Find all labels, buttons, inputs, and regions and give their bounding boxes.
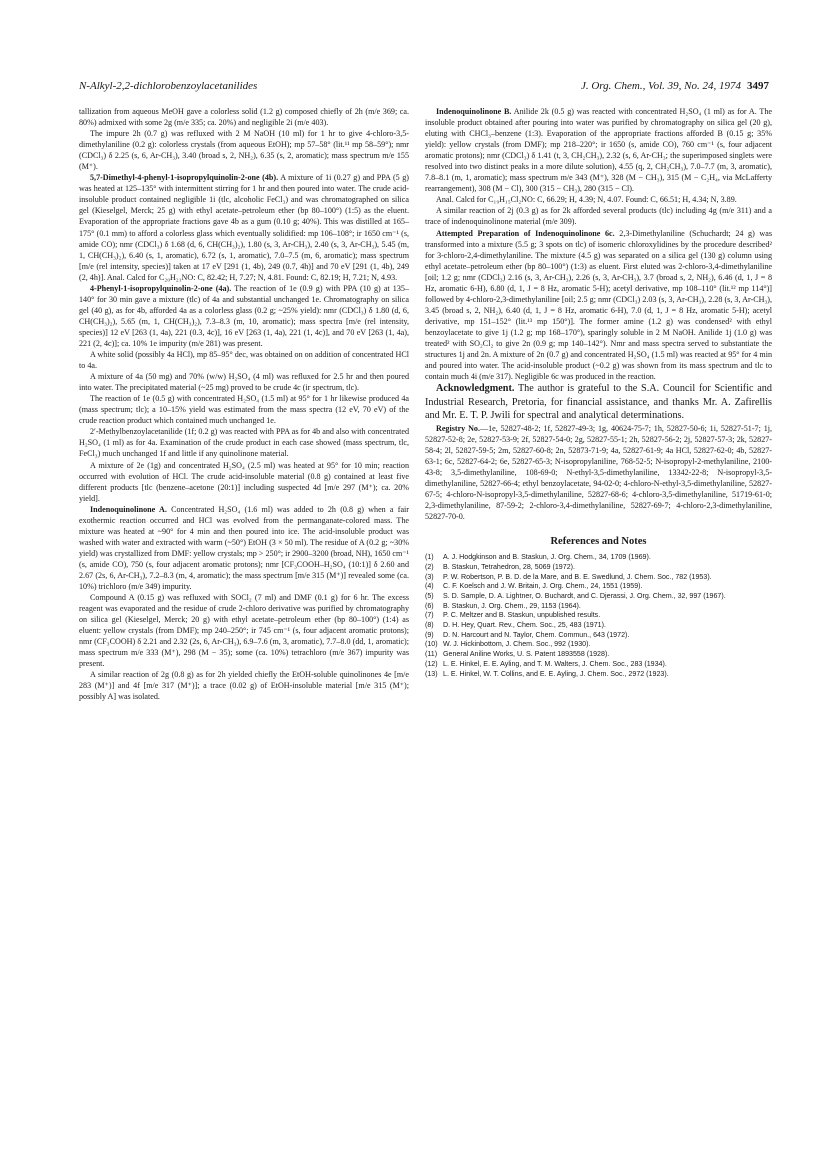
- reference-text: C. F. Koelsch and J. W. Britain, J. Org. Chem., 24, 1551 (1959).: [443, 582, 643, 591]
- paragraph-text: A mixture of 4a (50 mg) and 70% (w/w) H₂SO₄ (4 ml) was refluxed for 2.5 hr and then poured into water. The precipitated material (~25 mg) proved to be crude 4c (ir spectrum, tlc).: [79, 372, 409, 393]
- paragraph: [425, 228, 772, 383]
- reference-text: A. J. Hodgkinson and B. Staskun, J. Org. Chem., 34, 1709 (1969).: [443, 553, 651, 562]
- reference-number: (12): [425, 659, 438, 668]
- paragraph-heading: 4-Phenyl-1-isopropylquinolin-2-one (4a).: [90, 283, 232, 293]
- reference-text: General Aniline Works, U. S. Patent 1893558 (1928).: [443, 650, 610, 659]
- paragraph: [79, 460, 409, 504]
- paragraph: [79, 172, 409, 282]
- reference-item: [425, 631, 772, 641]
- reference-number: (5): [425, 591, 434, 600]
- paragraph: [79, 128, 409, 172]
- journal-citation: J. Org. Chem., Vol. 39, No. 24, 1974: [580, 80, 741, 92]
- paragraph: [79, 106, 409, 128]
- paragraph-text: The reaction of 1e (0.9 g) with PPA (10 g) at 135–140° for 30 min gave a mixture (tlc) of 4a and substantial unchanged 1e. Chromatography on silica gel (40 g), as for 4b, afforded 4a as a colorless glass (0.2 g; ~25% yield): nmr (CDCl₃) δ 1.80 (d, 6, CH(CH₃)₂), 5.65 (m, 1, CH(CH₃)₂), 7.3–8.3 (m, 10, aromatic); mass spectra [m/e (rel intensity, species)] 12 eV [263 (1, 4a), 221 (0.3, 4c)], 16 eV [263 (1, 4a), 221 (1, 4c)], and 70 eV [263 (1, 4a), 221 (2, 4c)]; ca. 10% 1e impurity (m/e 281) was present.: [79, 283, 409, 348]
- paragraph: [425, 205, 772, 227]
- reference-item: [425, 602, 772, 612]
- reference-item: [425, 670, 772, 680]
- reference-number: (10): [425, 640, 438, 649]
- paragraph-text: 2,3-Dimethylaniline (Schuchardt; 24 g) was transformed into a mixture (5.5 g; 3 spots on tlc) of isomeric chloroxylidines by the procedure described² for 3-chloro-2,4-dimethylaniline. The mixture (4.5 g) was separated on a silica gel (130 g) column using ethyl acetate–petroleum ether (bp 80–100°) (1:3) as eluent. First eluted was 2-chloro-3,4-dimethylaniline [oil; 1.2 g; nmr (CDCl₃) 2.16 (s, 3, Ar-CH₃), 2.26 (s, 3, Ar-CH₃), 3.7 (broad s, 2, NH₂), 6.46 (d, 1, J = 8 Hz, aromatic 6-H), 6.80 (d, 1, J = 8 Hz, aromatic 5-H); acetyl derivative, mp 108–110° (lit.¹² mp 114°)] followed by 4-chloro-2,3-dimethylaniline [oil; 2.5 g; nmr (CDCl₃) 2.03 (s, 3, Ar-CH₃), 2.28 (s, 3, Ar-CH₃), 3.45 (broad s, 2, NH₂), 6.40 (d, 1, J = 8 Hz, aromatic 6-H), 7.0 (d, 1, J = 8 Hz, aromatic 5-H); acetyl derivative, mp 151–152° (lit.¹³ mp 150°)]. The former amine (1.2 g) was condensed² with ethyl benzoylacetate to give 1j (1.2 g; mp 168–170°), sparingly soluble in 2 M NaOH. Anilide 1j (1.0 g) was treated² with SO₂Cl₂ to give 2n (0.9 g; mp 140–142°). Nmr and mass spectra served to substantiate the structures 1j and 2n. A mixture of 2n (0.7 g) and concentrated H₂SO₄ (1.5 ml) was reacted at 95° for 4 min and poured into water. The acid-insoluble product (~0.2 g) was shown from its mass spectrum and tlc to contain much 4i (m/e 317). Negligible 6c was produced in the reaction.: [425, 228, 772, 382]
- paragraph-text: A white solid (possibly 4a HCl), mp 85–95° dec, was obtained on on addition of concentrated HCl to 4a.: [79, 350, 409, 371]
- reference-item: [425, 563, 772, 573]
- reference-number: (2): [425, 562, 434, 571]
- paragraph-text: Anal. Calcd for C₁₉H₁₅Cl₂NO: C, 66.29; H, 4.39; N, 4.07. Found: C, 66.51; H, 4.34; N, 3.89.: [436, 195, 737, 205]
- paragraph-heading: Indenoquinolinone B.: [436, 107, 512, 116]
- reference-number: (7): [425, 611, 434, 620]
- paragraph-text: Compound A (0.15 g) was refluxed with SOCl₂ (7 ml) and DMF (0.1 g) for 6 hr. The excess reagent was evaporated and the residue of crude 2-chloro derivative was purified by chromatography on silica gel (Kieselgel, Merck; 20 g) with ethyl acetate–petroleum ether (bp 80–100°) (1:4) as eluent: yellow crystals (from DMF); mp 240–250°; ir 745 cm⁻¹ (s, four adjacent aromatic protons); nmr (CF₃COOH) δ 2.21 and 2.32 (2s, 6, Ar-CH₃), 6.9–7.6 (m, 3, aromatic), 7.7–8.0 (dd, 1, aromatic); mass spectrum m/e 333 (M⁺), 298 (M − 35); some (ca. 10%) tetrachloro (m/e 367) impurity was present.: [79, 593, 409, 669]
- running-head-title: N-Alkyl-2,2-dichlorobenzoylacetanilides: [79, 80, 258, 92]
- page-number: 3497: [747, 80, 769, 92]
- reference-item: [425, 650, 772, 660]
- reference-number: (11): [425, 650, 438, 659]
- paragraph: [79, 669, 409, 702]
- reference-text: L. E. Hinkel, E. E. Ayling, and T. M. Walters, J. Chem. Soc., 283 (1934).: [443, 659, 667, 668]
- paragraph-text: A similar reaction of 2g (0.8 g) as for 2h yielded chiefly the EtOH-soluble quinolinones 4e [m/e 283 (M⁺)] and 4f [m/e 317 (M⁺)]; a trace (0.02 g) of EtOH-insoluble material [m/e 315 (M⁺); possibly A] was isolated.: [79, 670, 409, 702]
- reference-text: L. E. Hinkel, W. T. Collins, and E. E. Ayling, J. Chem. Soc., 2972 (1923).: [443, 669, 669, 678]
- registry-text: —1e, 52827-48-2; 1f, 52827-49-3; 1g, 40624-75-7; 1h, 52827-50-6; 1i, 52827-51-7; 1j, 52827-52-8; 2e, 52827-53-9; 2f, 52827-54-0; 2g, 52827-55-1; 2h, 52827-56-2; 2j, 52827-57-3; 2k, 52827-58-4; 2l, 52827-59-5; 2m, 52827-60-8; 2n, 52873-71-9; 4a, 52827-61-9; 4a HCl, 52827-62-0; 4b, 52827-63-1; 6c, 52827-64-2; 6e, 52827-65-3; N-isopropylaniline, 768-52-5; N-isopropyl-2-methylaniline, 2100-43-8; 3,5-dimethylaniline, 108-69-0; N-ethyl-3,5-dimethylaniline, 13342-22-8; N-isopropyl-3,5-dimethylaniline, 52827-66-4; ethyl benzoylacetate, 94-02-0; 4-chloro-N-ethyl-3,5-dimethylaniline, 52827-67-5; 4-chloro-N-isopropyl-3,5-dimethylaniline, 52827-68-6; 4-chloro-3,5-dimethylaniline, 51719-61-0; 2,3-dimethylaniline, 87-59-2; 2-chloro-3,4-dimethylaniline, 52827-69-7; 4-chloro-2,3-dimethylaniline, 52827-70-0.: [425, 423, 773, 522]
- reference-text: B. Staskun, J. Org. Chem., 29, 1153 (1964).: [443, 601, 581, 610]
- paragraph: [425, 194, 772, 205]
- acknowledgment-text: The author is grateful to the S.A. Council for Scientific and Industrial Research, Pretoria, for financial assistance, and thanks Mr. A. Zafirellis and Mr. E. T. P. Jwili for spectral and analytical determinations.: [425, 383, 772, 422]
- reference-item: [425, 553, 772, 563]
- reference-text: D. N. Harcourt and N. Taylor, Chem. Commun., 643 (1972).: [443, 630, 630, 639]
- paragraph: [425, 106, 772, 194]
- right-column: [425, 106, 772, 679]
- reference-text: P. C. Meltzer and B. Staskun, unpublished results.: [443, 611, 601, 620]
- reference-text: S. D. Sample, D. A. Lightner, O. Buchardt, and C. Djerassi, J. Org. Chem., 32, 997 (1967).: [443, 591, 726, 600]
- reference-number: (9): [425, 630, 434, 639]
- reference-text: P. W. Robertson, P. B. D. de la Mare, and B. E. Swedlund, J. Chem. Soc., 782 (1953).: [443, 572, 712, 581]
- reference-item: [425, 621, 772, 631]
- reference-item: [425, 611, 772, 621]
- reference-item: [425, 660, 772, 670]
- reference-item: [425, 592, 772, 602]
- running-head: [79, 80, 769, 94]
- paragraph: [79, 371, 409, 393]
- paragraph-text: A mixture of 1i (0.27 g) and PPA (5 g) was heated at 125–135° with intermittent stirring for 1 hr and then poured into water. The crude acid-insoluble product contained negligible 1i (tlc, alcoholic FeCl₃) and was chromatographed on silica gel (Kieselgel, Merck; 25 g) with ethyl acetate–petroleum ether (bp 80–100°) (1:5) as the eluent. Evaporation of the appropriate fractions gave 4b as a gum (0.10 g; 40%). This was distilled at 165–175° (0.1 mm) to afford a colorless glass which eventually solidified: mp 106–108°; ir 1650 cm⁻¹ (s, amide CO); nmr (CDCl₃) δ 1.68 (d, 6, CH(CH₃)₂), 1.80 (s, 3, Ar-CH₃), 2.40 (s, 3, Ar-CH₃), 5.45 (m, 1, CH(CH₃)₂), 6.40 (s, 1, aromatic), 6.72 (s, 1, aromatic), 7.0–7.5 (m, 6, aromatic); mass spectrum [m/e (rel intensity, species)] taken at 17 eV [291 (1, 4b), 249 (0.7, 4h)] and 70 eV [291 (1, 4b), 249 (2, 4h)]. Anal. Calcd for C₂₀H₂₁NO: C, 82.42; H, 7.27; N, 4.81. Found: C, 82.19; H, 7.21; N, 4.93.: [79, 173, 409, 282]
- reference-text: D. H. Hey, Quart. Rev., Chem. Soc., 25, 483 (1971).: [443, 621, 606, 630]
- running-head-journal: [581, 80, 769, 92]
- reference-number: (8): [425, 621, 434, 630]
- reference-item: [425, 640, 772, 650]
- references-title: References and Notes: [550, 536, 647, 548]
- paragraph-text: Concentrated H₂SO₄ (1.6 ml) was added to 2h (0.8 g) when a fair exothermic reaction occurred and HCl was evolved from the permanganate-colored mass. The mixture was heated at ~90° for 4 min and then poured into ice. The acid-insoluble product was washed with water and extracted with warm (~50°) EtOH (3 × 50 ml). The residue of A (0.2 g; ~30% yield) was crystallized from DMF: yellow crystals; mp > 250°; ir 2900–3200 (broad, NH), 1650 cm⁻¹ (s, amide CO), 750 (s, four adjacent aromatic protons); nmr [CF₃COOH–H₂SO₄ (10:1)] δ 2.60 and 2.67 (2s, 6, Ar-CH₃), 7.2–8.3 (m, 4, aromatic); the mass spectrum [m/e 315 (M⁺)] revealed some (ca. 10%) trichloro (m/e 349) impurity.: [79, 504, 409, 592]
- registry-heading: Registry No.: [436, 423, 480, 433]
- paragraph-heading: Indenoquinolinone A.: [90, 504, 167, 514]
- references-list: [425, 553, 772, 679]
- paragraph-text: The reaction of 1e (0.5 g) with concentrated H₂SO₄ (1.5 ml) at 95° for 1 hr likewise produced 4a (mass spectrum; tlc); a 10–15% yield was estimated from the mass spectra (12 eV, 70 eV) of the crude reaction product which contained much unchanged 1e.: [79, 394, 409, 426]
- paragraph-text: tallization from aqueous MeOH gave a colorless solid (1.2 g) composed chiefly of 2h (m/e 369; ca. 80%) admixed with some 2g (m/e 335; ca. 20%) and negligible 2i (m/e 403).: [79, 107, 409, 128]
- paragraph-heading: 5,7-Dimethyl-4-phenyl-1-isopropylquinolin-2-one (4b).: [90, 173, 279, 183]
- acknowledgment-heading: Acknowledgment.: [436, 383, 515, 395]
- paragraph-heading: Attempted Preparation of Indenoquinolinone 6c.: [436, 228, 615, 238]
- paragraph-text: The impure 2h (0.7 g) was refluxed with 2 M NaOH (10 ml) for 1 hr to give 4-chloro-3,5-dimethylaniline (0.2 g): colorless crystals (from aqueous EtOH); mp 57–58° (lit.¹¹ mp 58–59°); nmr (CDCl₃) δ 2.25 (s, 6, Ar-CH₃), 3.40 (broad s, 2, NH₂), 6.35 (s, 2, aromatic); mass spectrum m/e 155 (M⁺).: [79, 129, 409, 172]
- paragraph: [79, 349, 409, 371]
- reference-number: (6): [425, 601, 434, 610]
- reference-number: (4): [425, 582, 434, 591]
- reference-text: B. Staskun, Tetrahedron, 28, 5069 (1972).: [443, 562, 575, 571]
- reference-number: (3): [425, 572, 434, 581]
- paragraph: [79, 283, 409, 349]
- paragraph-text: 2′-Methylbenzoylacetanilide (1f; 0.2 g) was reacted with PPA as for 4b and also with concentrated H₂SO₄ (1 ml) as for 4a. Examination of the crude product in each case showed (mass spectrum, tlc, FeCl₃) much unchanged 1f and little if any quinolinone material.: [79, 427, 409, 459]
- paragraph: [79, 592, 409, 669]
- left-column: [79, 106, 409, 703]
- reference-number: (1): [425, 553, 434, 562]
- paragraph-text: Anilide 2k (0.5 g) was reacted with concentrated H₂SO₄ (1 ml) as for A. The insoluble product obtained after pouring into water was purified by chromatography on silica gel (20 g), eluting with CHCl₃–benzene (1:3). Evaporation of the appropriate fractions afforded B (0.15 g; 35% yield): yellow crystals (from DMF); mp 218–220°; ir 1650 (s, amide CO), 760 cm⁻¹ (s, four adjacent aromatic protons); nmr (CDCl₃) δ 1.41 (t, 3, CH₂CH₃), 2.32 (s, 6, Ar-CH₃; the superimposed singlets were resolved into two distinct peaks in a more dilute solution), 4.55 (q, 2, CH₂CH₃), 7.0–7.7 (m, 3, aromatic), 7.8–8.1 (m, 1, aromatic); mass spectrum m/e 343 (M⁺), 328 (M − CH₃), 315 (M − C₂H₄, via McLafferty rearrangement), 308 (M − Cl), 300 (315 − CH₃), 280 (315 − Cl).: [425, 107, 772, 194]
- paragraph: [79, 393, 409, 426]
- paragraph: [79, 504, 409, 592]
- paragraph: [79, 426, 409, 459]
- paragraph-text: A similar reaction of 2j (0.3 g) as for 2k afforded several products (tlc) including 4g (m/e 311) and a trace of indenoquinolinone material (m/e 309).: [425, 206, 772, 227]
- reference-item: [425, 582, 772, 592]
- reference-text: W. J. Hickinbottom, J. Chem. Soc., 992 (1930).: [443, 640, 591, 649]
- reference-item: [425, 573, 772, 583]
- reference-number: (13): [425, 669, 438, 678]
- registry-numbers: [425, 423, 772, 522]
- acknowledgment: [425, 382, 772, 423]
- paragraph-text: A mixture of 2e (1g) and concentrated H₂SO₄ (2.5 ml) was heated at 95° for 10 min; reaction occurred with evolution of HCl. The crude acid-insoluble material (0.8 g) contained at least five different products [tlc (benzene–acetone (20:1)] including suspected 4d [m/e 297 (M⁺); ca. 20% yield].: [79, 460, 409, 503]
